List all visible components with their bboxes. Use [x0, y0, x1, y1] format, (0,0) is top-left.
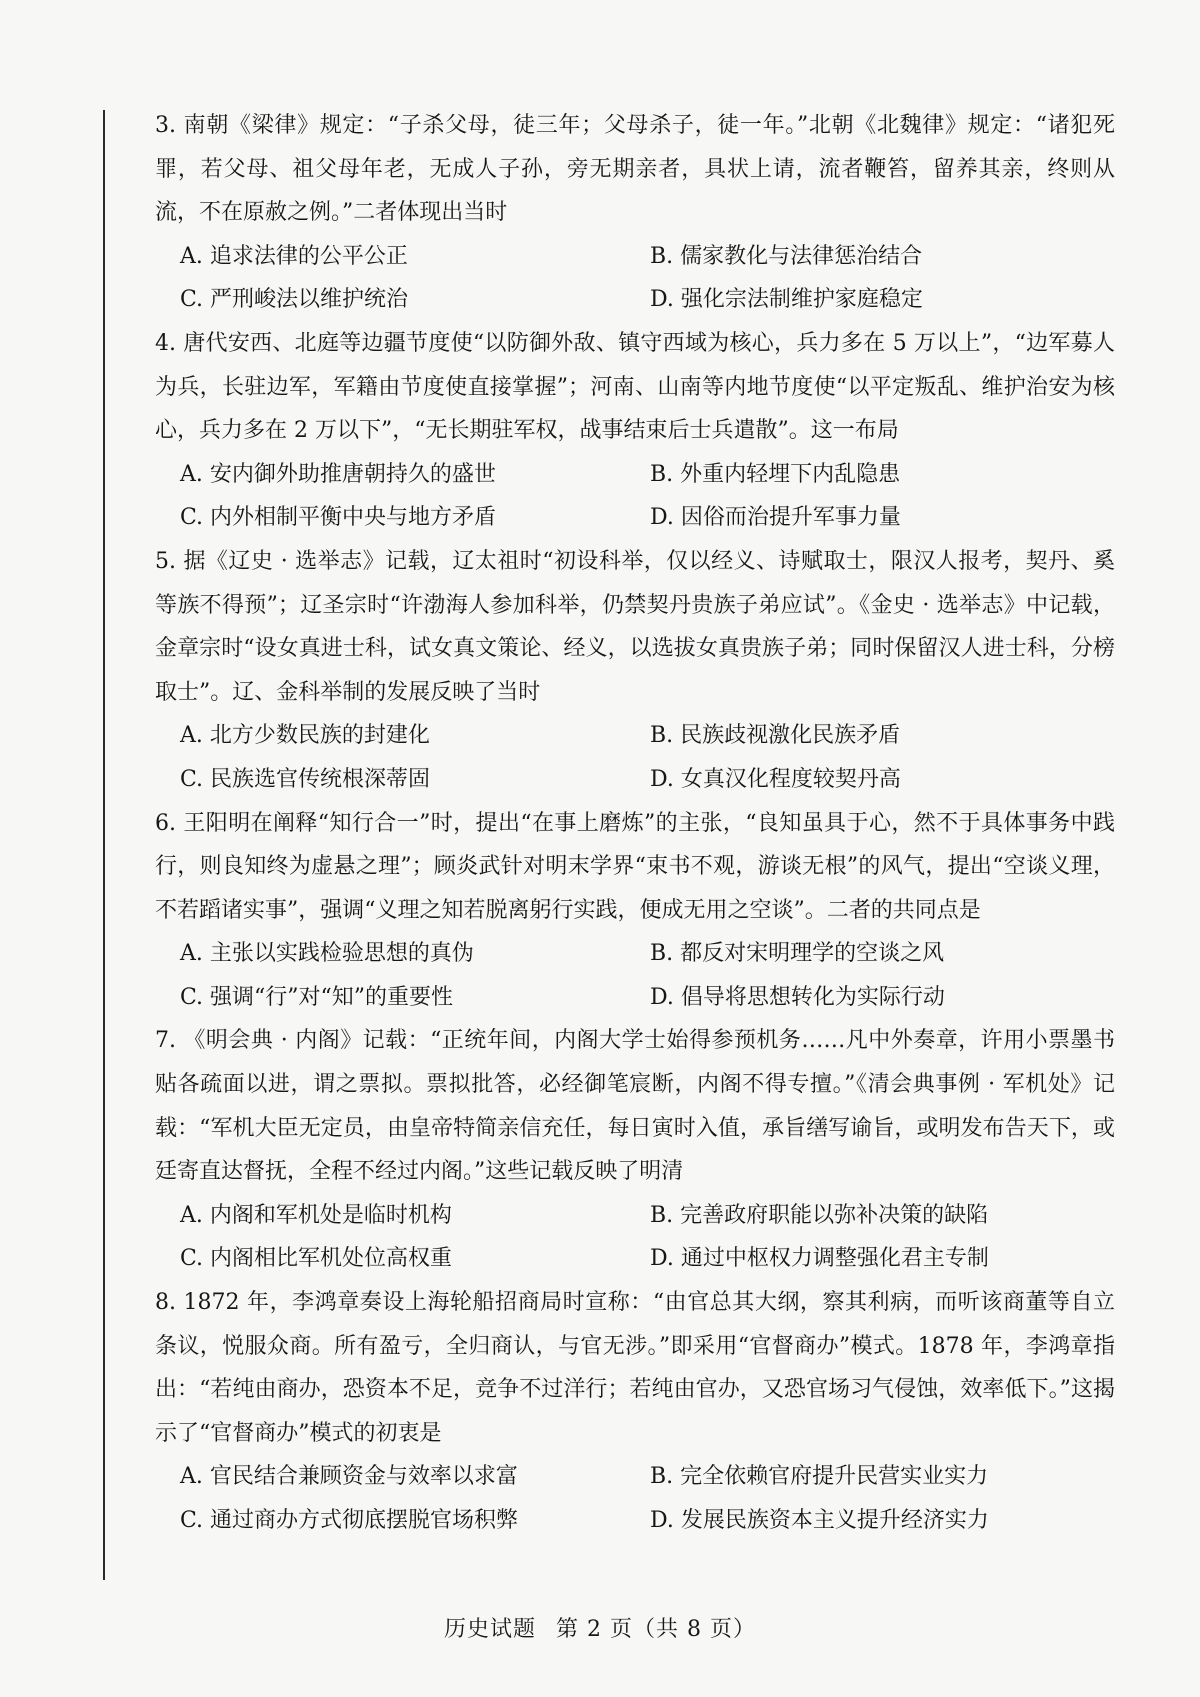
- option-a: A. 追求法律的公平公正: [180, 243, 408, 269]
- option-d: D. 倡导将思想转化为实际行动: [650, 984, 945, 1010]
- question-6: [155, 802, 1115, 1020]
- question-stem: 8. 1872 年，李鸿章奏设上海轮船招商局时宣称：“由官总其大纲，察其利病，而听该商董等自立条议，悦服众商。所有盈亏，全归商认，与官无涉。”即采用“官督商办”模式。1878 年，李鸿章指出：“若纯由商办，恐资本不足，竞争不过洋行；若纯由官办，又恐官场习气侵蚀，效率低下。”这揭示了“官督商办”模式的初衷是: [155, 1290, 1115, 1446]
- question-stem: 5. 据《辽史 · 选举志》记载，辽太祖时“初设科举，仅以经义、诗赋取士，限汉人报考，契丹、奚等族不得预”；辽圣宗时“许渤海人参加科举，仍禁契丹贵族子弟应试”。《金史 · 选举志》中记载，金章宗时“设女真进士科，试女真文策论、经义，以选拔女真贵族子弟；同时保留汉人进士科，分榜取士”。辽、金科举制的发展反映了当时: [155, 548, 1115, 705]
- option-c: C. 民族选官传统根深蒂固: [180, 766, 431, 792]
- question-8: [155, 1281, 1115, 1543]
- answer-options: [155, 453, 1115, 540]
- option-c: C. 强调“行”对“知”的重要性: [180, 984, 454, 1010]
- option-d: D. 通过中枢权力调整强化君主专制: [650, 1246, 989, 1272]
- answer-options: [155, 1455, 1115, 1542]
- footer-page-number: 第 2 页（共 8 页）: [556, 1617, 756, 1642]
- option-d: D. 发展民族资本主义提升经济实力: [650, 1508, 989, 1533]
- option-d: D. 因俗而治提升军事力量: [650, 505, 901, 531]
- option-d: D. 女真汉化程度较契丹高: [650, 766, 901, 792]
- option-a: A. 内阁和军机处是临时机构: [180, 1202, 452, 1228]
- option-a: A. 官民结合兼顾资金与效率以求富: [180, 1464, 518, 1490]
- exam-content: [155, 104, 1115, 1543]
- option-d: D. 强化宗法制维护家庭稳定: [650, 287, 923, 313]
- option-b: B. 民族歧视激化民族矛盾: [650, 723, 901, 749]
- option-c: C. 内阁相比军机处位高权重: [180, 1246, 453, 1272]
- answer-options: [155, 235, 1115, 322]
- option-c: C. 严刑峻法以维护统治: [180, 287, 409, 313]
- question-stem: 3. 南朝《梁律》规定：“子杀父母，徒三年；父母杀子，徒一年。”北朝《北魏律》规定：“诸犯死罪，若父母、祖父母年老，无成人子孙，旁无期亲者，具状上请，流者鞭笞，留养其亲，终则从流，不在原赦之例。”二者体现出当时: [155, 113, 1115, 226]
- question-4: [155, 322, 1115, 540]
- option-c: C. 内外相制平衡中央与地方矛盾: [180, 505, 497, 531]
- question-stem: 6. 王阳明在阐释“知行合一”时，提出“在事上磨炼”的主张，“良知虽具于心，然不于具体事务中践行，则良知终为虚悬之理”；顾炎武针对明末学界“束书不观，游谈无根”的风气，提出“空谈义理，不若蹈诸实事”，强调“义理之知若脱离躬行实践，便成无用之空谈”。二者的共同点是: [155, 810, 1115, 923]
- option-b: B. 都反对宋明理学的空谈之风: [650, 941, 945, 967]
- question-stem: 7. 《明会典 · 内阁》记载：“正统年间，内阁大学士始得参预机务……凡中外奏章，许用小票墨书贴各疏面以进，谓之票拟。票拟批答，必经御笔宸断，内阁不得专擅。”《清会典事例 · 军机处》记载：“军机大臣无定员，由皇帝特简亲信充任，每日寅时入值，承旨缮写谕旨，或明发布告天下，或廷寄直达督抚，全程不经过内阁。”这些记载反映了明清: [155, 1028, 1115, 1185]
- question-stem: 4. 唐代安西、北庭等边疆节度使“以防御外敌、镇守西域为核心，兵力多在 5 万以上”，“边军募人为兵，长驻边军，军籍由节度使直接掌握”；河南、山南等内地节度使“以平定叛乱、维护治安为核心，兵力多在 2 万以下”，“无长期驻军权，战事结束后士兵遣散”。这一布局: [155, 330, 1115, 444]
- option-a: A. 安内御外助推唐朝持久的盛世: [180, 461, 496, 487]
- option-b: B. 外重内轻埋下内乱隐患: [650, 461, 901, 487]
- option-a: A. 主张以实践检验思想的真伪: [180, 941, 474, 967]
- option-b: B. 儒家教化与法律惩治结合: [650, 243, 923, 269]
- question-3: [155, 104, 1115, 322]
- footer-subject: 历史试题: [444, 1617, 537, 1642]
- question-5: [155, 540, 1115, 802]
- page-footer: [0, 1612, 1200, 1643]
- option-b: B. 完善政府职能以弥补决策的缺陷: [650, 1202, 989, 1228]
- option-c: C. 通过商办方式彻底摆脱官场积弊: [180, 1508, 519, 1533]
- option-b: B. 完全依赖官府提升民营实业实力: [650, 1464, 989, 1490]
- answer-options: [155, 714, 1115, 801]
- answer-options: [155, 932, 1115, 1019]
- question-7: [155, 1019, 1115, 1281]
- option-a: A. 北方少数民族的封建化: [180, 723, 430, 749]
- answer-options: [155, 1194, 1115, 1281]
- binding-margin-line: [103, 110, 105, 1580]
